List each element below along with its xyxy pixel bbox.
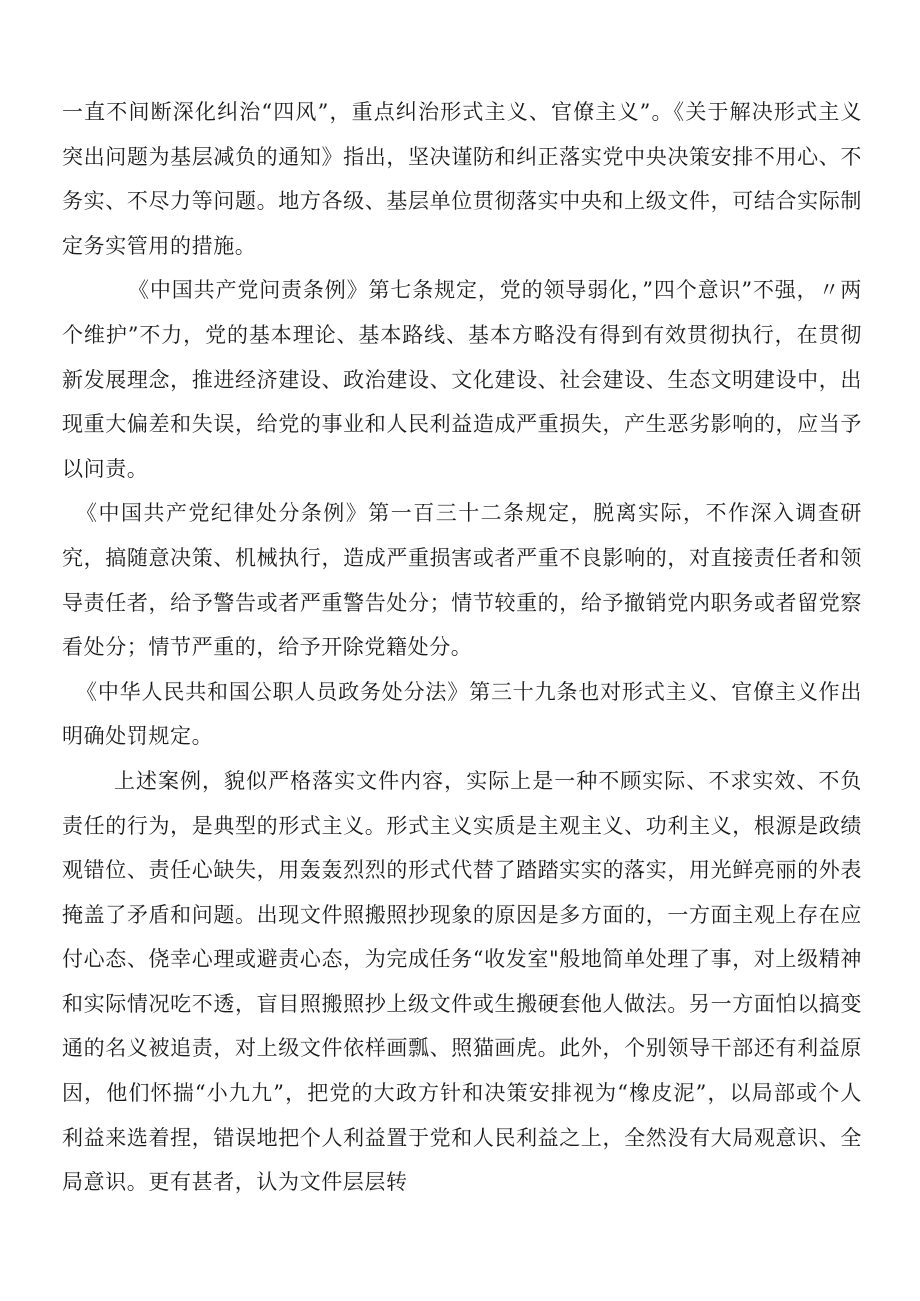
paragraph-4: 《中华人民共和国公职人员政务处分法》第三十九条也对形式主义、官僚主义作出明确处罚规定。 [62, 679, 862, 749]
paragraph-1: 一直不间断深化纠治“四风”，重点纠治形式主义、官僚主义”。《关于解决形式主义突出问题为基层减负的通知》指出，坚决谨防和纠正落实党中央决策安排不用心、不务实、不尽力等问题。地方各级、基层单位贯彻落实中央和上级文件，可结合实际制定务实管用的措施。 [62, 100, 862, 258]
paragraph-5: 上述案例，貌似严格落实文件内容，实际上是一种不顾实际、不求实效、不负责任的行为，是典型的形式主义。形式主义实质是主观主义、功利主义，根源是政绩观错位、责任心缺失，用轰轰烈烈的形式代替了踏踏实实的落实，用光鲜亮丽的外表掩盖了矛盾和问题。出现文件照搬照抄现象的原因是多方面的，一方面主观上存在应付心态、侥幸心理或避责心态，为完成任务“收发室"般地简单处理了事，对上级精神和实际情况吃不透，盲目照搬照抄上级文件或生搬硬套他人做法。另一方面怕以搞变通的名义被追责，对上级文件依样画瓢、照猫画虎。此外，个别领导干部还有利益原因，他们怀揣“小九九”，把党的大政方针和决策安排视为“橡皮泥”，以局部或个人利益来选着捏，错误地把个人利益置于党和人民利益之上，全然没有大局观意识、全局意识。更有甚者，认为文件层层转 [62, 768, 862, 1195]
paragraph-2: 《中国共产党问责条例》第七条规定，党的领导弱化，”四个意识”不强，〃两个维护”不力，党的基本理论、基本路线、基本方略没有得到有效贯彻执行，在贯彻新发展理念，推进经济建设、政治建设、文化建设、社会建设、生态文明建设中，出现重大偏差和失误，给党的事业和人民利益造成严重损失，产生恶劣影响的，应当予以问责。 [62, 278, 862, 481]
document-body [62, 90, 862, 1205]
paragraph-3: 《中国共产党纪律处分条例》第一百三十二条规定，脱离实际，不作深入调查研究，搞随意决策、机械执行，造成严重损害或者严重不良影响的，对直接责任者和领导责任者，给予警告或者严重警告处分；情节较重的，给予撤销党内职务或者留党察看处分；情节严重的，给予开除党籍处分。 [62, 501, 862, 660]
